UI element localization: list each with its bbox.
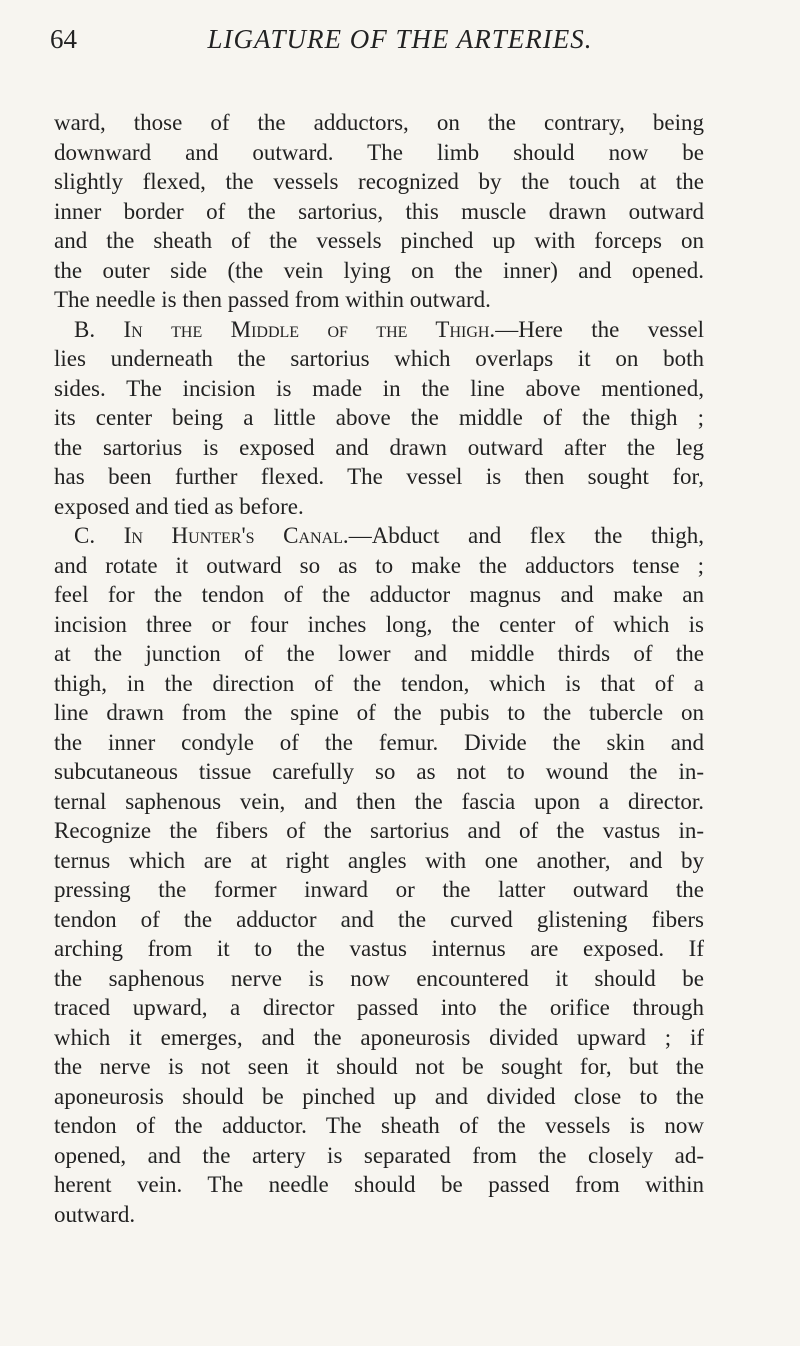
line-text: which it emerges, and the aponeurosis divided upward ; if — [54, 1024, 704, 1050]
line-text: the saphenous nerve is now encountered it should be — [54, 965, 704, 991]
line-text: pressing the former inward or the latter outward the — [54, 877, 704, 902]
line-text: slightly flexed, the vessels recognized by the touch at the — [54, 169, 704, 194]
line-text: the outer side (the vein lying on the inner) and opened. — [54, 257, 704, 283]
text-line — [54, 1052, 704, 1082]
section-heading: B. In the Middle of the Thigh. — [74, 316, 496, 342]
text-line — [54, 757, 704, 787]
line-text: exposed and tied as before. — [54, 493, 304, 519]
text-line — [54, 403, 704, 433]
text-line — [54, 226, 704, 256]
text-line — [54, 964, 704, 994]
line-text: ternus which are at right angles with one another, and by — [54, 847, 704, 873]
text-line — [54, 1023, 704, 1053]
text-line — [54, 816, 704, 846]
text-line — [54, 787, 704, 817]
running-head — [50, 24, 750, 64]
text-line — [54, 846, 704, 876]
line-text: the sartorius is exposed and drawn outward after the leg — [54, 434, 704, 460]
line-text: traced upward, a director passed into the orifice through — [54, 995, 704, 1020]
line-text: sides. The incision is made in the line above mentioned, — [54, 375, 704, 401]
text-line — [54, 639, 704, 669]
body-text — [54, 108, 704, 1229]
line-text: tendon of the adductor and the curved glistening fibers — [54, 906, 704, 932]
text-line — [54, 993, 704, 1023]
text-line — [54, 315, 704, 345]
line-text: and rotate it outward so as to make the adductors tense ; — [54, 552, 704, 578]
line-text: lies underneath the sartorius which overlaps it on both — [54, 346, 704, 371]
text-line — [54, 1082, 704, 1112]
running-title: LIGATURE OF THE ARTERIES. — [207, 24, 593, 54]
line-text: incision three or four inches long, the center of which is — [54, 611, 704, 637]
line-text: the inner condyle of the femur. Divide the skin and — [54, 729, 704, 755]
line-text: has been further flexed. The vessel is then sought for, — [54, 464, 704, 489]
text-line — [54, 521, 704, 551]
text-line — [54, 934, 704, 964]
text-line — [54, 462, 704, 492]
line-text: Recognize the fibers of the sartorius and of the vastus in- — [54, 818, 704, 843]
text-line — [54, 1141, 704, 1171]
line-text: line drawn from the spine of the pubis to the tubercle on — [54, 700, 704, 725]
text-line — [54, 138, 704, 168]
line-text: The needle is then passed from within outward. — [54, 287, 491, 312]
line-text: and the sheath of the vessels pinched up with forceps on — [54, 228, 704, 253]
text-line — [54, 1200, 704, 1230]
text-line — [54, 108, 704, 138]
text-line — [54, 610, 704, 640]
text-line — [54, 167, 704, 197]
line-text: herent vein. The needle should be passed from within — [54, 1172, 704, 1197]
line-text: downward and outward. The limb should now be — [54, 139, 704, 165]
text-line — [54, 285, 704, 315]
text-line — [54, 728, 704, 758]
line-text: feel for the tendon of the adductor magnus and make an — [54, 582, 704, 607]
line-text: at the junction of the lower and middle thirds of the — [54, 641, 704, 666]
line-text: the nerve is not seen it should not be sought for, but the — [54, 1054, 704, 1079]
line-text: aponeurosis should be pinched up and divided close to the — [54, 1083, 704, 1109]
line-text: —Here the vessel — [495, 316, 704, 342]
text-line — [54, 256, 704, 286]
text-line — [54, 698, 704, 728]
line-text: inner border of the sartorius, this muscle drawn outward — [54, 198, 704, 224]
line-text: —Abduct and flex the thigh, — [348, 523, 704, 548]
text-line — [54, 344, 704, 374]
line-text: subcutaneous tissue carefully so as not to wound the in- — [54, 759, 704, 784]
text-line — [54, 374, 704, 404]
line-text: outward. — [54, 1201, 136, 1227]
page-number: 64 — [50, 24, 77, 54]
text-line — [54, 492, 704, 522]
text-line — [54, 580, 704, 610]
line-text: tendon of the adductor. The sheath of the vessels is now — [54, 1113, 704, 1138]
text-line — [54, 669, 704, 699]
text-line — [54, 875, 704, 905]
line-text: ternal saphenous vein, and then the fascia upon a director. — [54, 788, 704, 814]
text-line — [54, 905, 704, 935]
text-line — [54, 1170, 704, 1200]
text-line — [54, 551, 704, 581]
line-text: arching from it to the vastus internus are exposed. If — [54, 936, 704, 961]
line-text: ward, those of the adductors, on the contrary, being — [54, 110, 704, 135]
line-text: thigh, in the direction of the tendon, which is that of a — [54, 670, 704, 696]
line-text: opened, and the artery is separated from the closely ad- — [54, 1142, 704, 1168]
line-text: its center being a little above the middle of the thigh ; — [54, 405, 704, 430]
text-line — [54, 1111, 704, 1141]
text-line — [54, 433, 704, 463]
text-line — [54, 197, 704, 227]
section-heading: C. In Hunter's Canal. — [74, 523, 349, 548]
